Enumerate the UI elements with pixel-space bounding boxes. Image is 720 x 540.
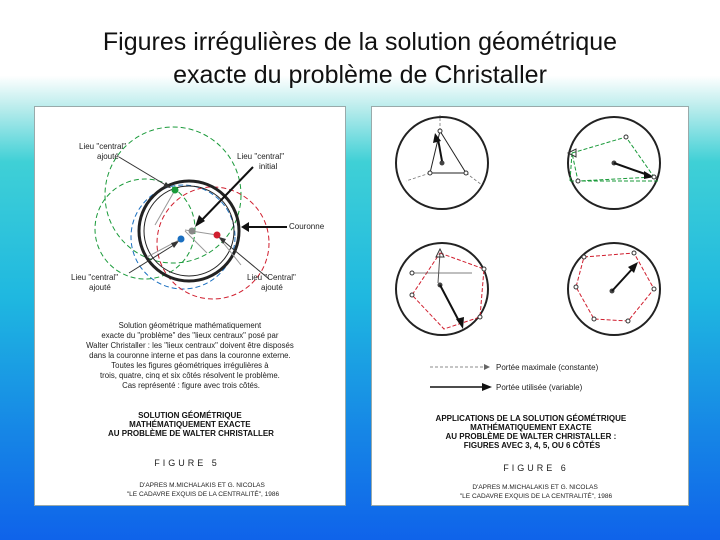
green-range-circle-2 (95, 179, 195, 279)
label-lieu-initial: Lieu "central" (237, 152, 285, 161)
label-lieu-ajoute-left-2: ajouté (89, 283, 111, 292)
figure-six-sides (568, 243, 660, 335)
svg-text:Lieu "Central" ajouté (247, 273, 298, 292)
figure-5-credit: D'APRES M.MICHALAKIS ET G. NICOLAS "LE CADAVRE EXQUIS DE LA CENTRALITÉ", 1986 (126, 482, 280, 498)
title-line-2: exacte du problème de Christaller (173, 61, 547, 89)
arrow-initial (199, 167, 253, 223)
figure-three-sides (396, 115, 488, 209)
label-lieu-ajoute-left: Lieu "central" (71, 273, 119, 282)
green-central-place (172, 187, 179, 194)
figure-6-diagram (372, 107, 689, 506)
figure-6-caption: APPLICATIONS DE LA SOLUTION GÉOMÉTRIQUE MATHÉMATIQUEMENT EXACTE AU PROBLÈME DE WALTER CHRISTALLER : FIGURES AVEC 3, 4, 5, OU 6 CÔTÉS (435, 414, 627, 450)
figure-5-panel (34, 106, 346, 506)
label-lieu-ajoute-top: Lieu "central" (79, 142, 127, 151)
figure-5-diagram (35, 107, 346, 506)
figure-5-number: FIGURE 5 (154, 458, 220, 468)
label-lieu-ajoute-right-2: ajouté (261, 283, 283, 292)
label-lieu-initial-2: initial (259, 162, 278, 171)
label-lieu-ajoute-right: Lieu "Central" (247, 273, 296, 282)
legend (430, 363, 599, 392)
link-line (147, 239, 181, 257)
arrow-initial-head (195, 215, 205, 227)
figure-5-caption: SOLUTION GÉOMÉTRIQUE MATHÉMATIQUEMENT EXACTE AU PROBLÈME DE WALTER CHRISTALLER (108, 411, 274, 438)
arrow-couronne-head (241, 222, 249, 232)
figure-five-sides (396, 243, 488, 335)
link-line (185, 231, 207, 253)
legend-used-range: Portée utilisée (variable) (496, 383, 583, 392)
arrow-bottom-right-head (219, 237, 226, 244)
link-line (155, 190, 175, 225)
arrow-bottom-left (129, 243, 177, 273)
label-couronne: Couronne (289, 222, 325, 231)
figure-6-credit: D'APRES M.MICHALAKIS ET G. NICOLAS "LE CADAVRE EXQUIS DE LA CENTRALITÉ", 1986 (459, 484, 613, 500)
slide-title (0, 26, 720, 92)
label-lieu-ajoute-top-2: ajouté (97, 152, 119, 161)
figure-6-number: FIGURE 6 (503, 463, 569, 473)
figure-5-description: Solution géométrique mathématiquement exacte du "problème" des "lieux centraux" posé par Walter Christaller : les "lieux centraux" doivent être disposés dans la couronne interne et pas dans la couronne externe. Toutes les figures géométriques irrégulières à trois, quatre, cinq et six côtés résolvent le problème. Cas représenté : figure avec trois côtés. (86, 321, 294, 390)
svg-text:Lieu "central" ajouté (71, 273, 120, 292)
figure-6-panel (371, 106, 689, 506)
legend-max-range: Portée maximale (constante) (496, 363, 599, 372)
title-line-1: Figures irrégulières de la solution géométrique (102, 28, 618, 56)
svg-text:Lieu "central" initial (237, 152, 286, 171)
figure-four-sides (568, 117, 660, 209)
initial-central-place (189, 228, 196, 235)
arrow-bottom-left-head (171, 241, 179, 248)
